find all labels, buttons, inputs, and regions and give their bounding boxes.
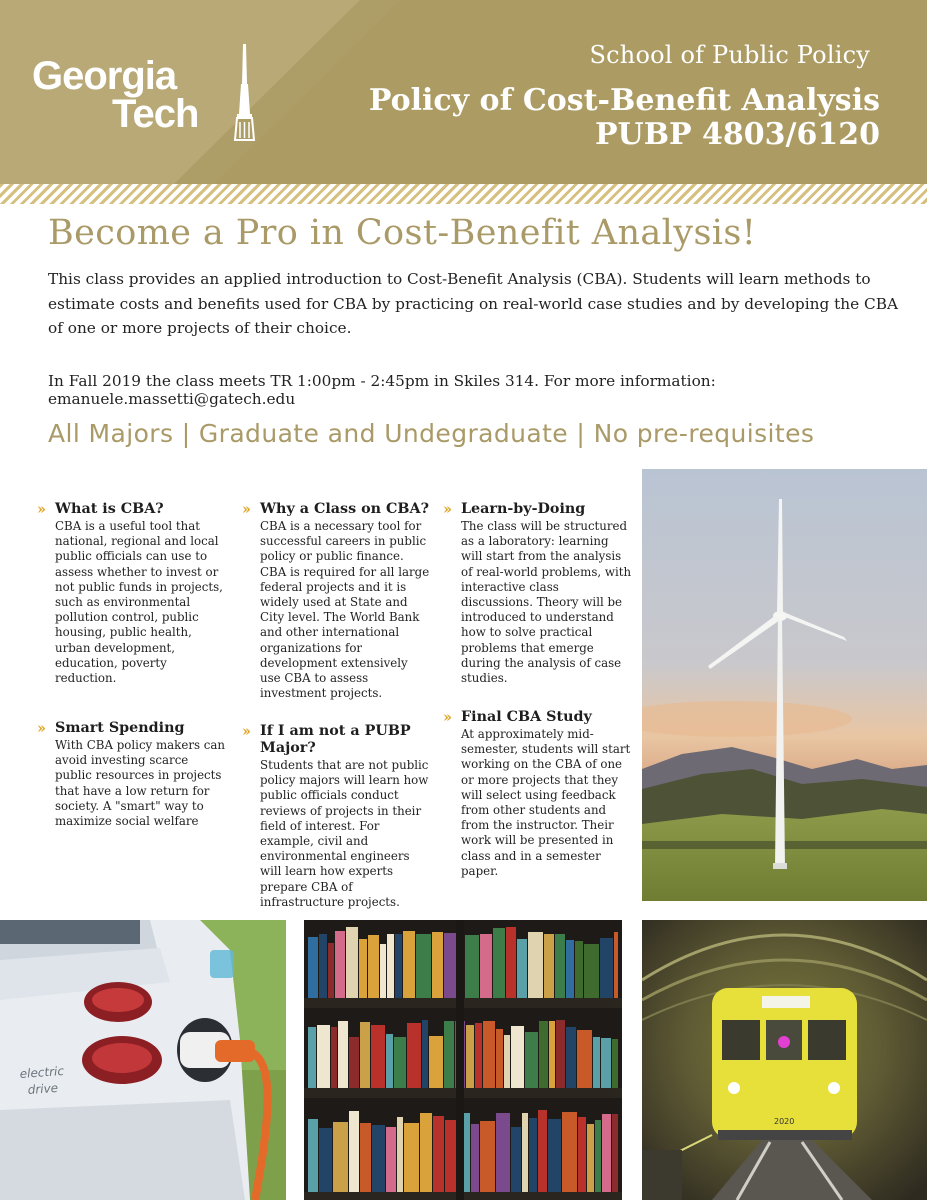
section-smart-spending [37, 720, 227, 829]
book-spine [601, 1038, 611, 1088]
section-title: What is CBA? [55, 501, 164, 517]
book-spine [577, 1030, 592, 1088]
intro-paragraph: This class provides an applied introduction to Cost-Benefit Analysis (CBA). Students will learn methods to estimate costs and benefits used for CBA by practicing on real-world case studies and by developing the CBA of one or more projects of their choice. [48, 270, 899, 337]
book-spine [483, 1021, 495, 1088]
section-title: Learn-by-Doing [461, 501, 586, 517]
book-spine [575, 941, 583, 998]
book-spine [496, 1113, 510, 1192]
book-spine [335, 931, 345, 998]
book-spine [397, 1117, 403, 1192]
section-body: Students that are not public policy majors will learn how public officials conduct reviews of projects in their field of interest. For example, civil and environmental engineers will learn how experts prepare CBA of infrastructure projects. [260, 758, 429, 909]
book-spine [308, 1027, 316, 1088]
book-spine [432, 932, 443, 998]
book-spine [471, 1124, 479, 1192]
book-spine [480, 934, 492, 998]
section-final-study [443, 709, 633, 879]
book-spine [600, 938, 613, 998]
book-spine [349, 1111, 359, 1192]
book-spine [506, 927, 516, 998]
book-spine [407, 1023, 421, 1088]
book-spine [328, 943, 334, 998]
book-spine [566, 940, 574, 998]
svg-text:2020: 2020 [774, 1117, 795, 1126]
chevron-icon: ›› [242, 722, 248, 740]
book-spine [549, 1021, 555, 1088]
book-spine [359, 939, 367, 998]
book-spine [394, 1037, 406, 1088]
book-spine [539, 1021, 548, 1088]
book-spine [444, 933, 457, 998]
section-title: Final CBA Study [461, 709, 592, 725]
chevron-icon: ›› [37, 500, 43, 518]
section-what-is-cba [37, 501, 227, 686]
book-spine [555, 934, 565, 998]
svg-text:drive: drive [27, 1080, 59, 1097]
bookshelf-photo [304, 920, 622, 1200]
book-spine [416, 934, 431, 998]
book-spine [444, 1021, 454, 1088]
book-spine [317, 1025, 330, 1088]
book-spine [420, 1113, 432, 1192]
logo-word-tech: Tech [112, 92, 199, 136]
book-spine [360, 1022, 370, 1088]
section-why-class [242, 501, 432, 701]
school-name: School of Public Policy [589, 41, 870, 69]
book-spine [475, 1023, 482, 1088]
book-spine [528, 932, 543, 998]
book-spine [403, 931, 415, 998]
logo-word-georgia: Georgia [32, 54, 177, 98]
book-spine [331, 1027, 337, 1088]
book-spine [595, 1120, 601, 1192]
book-spine [433, 1116, 444, 1192]
book-spine [333, 1122, 348, 1192]
book-spine [544, 934, 554, 998]
book-spine [338, 1021, 348, 1088]
tech-tower-icon [230, 44, 260, 142]
book-spine [538, 1110, 547, 1192]
chevron-icon: ›› [37, 719, 43, 737]
majors-banner: All Majors | Graduate and Undegraduate | No pre-requisites [48, 419, 815, 448]
book-spine [584, 944, 599, 998]
book-spine [511, 1127, 521, 1192]
book-spine [349, 1037, 359, 1088]
book-spine [371, 1025, 385, 1088]
book-spine [308, 937, 318, 998]
book-spine [308, 1119, 318, 1192]
book-spine [548, 1119, 561, 1192]
course-code: PUBP 4803/6120 [594, 117, 880, 152]
svg-text:electric: electric [19, 1063, 65, 1081]
book-spine [422, 1020, 428, 1088]
book-spine [346, 927, 358, 998]
chevron-icon: ›› [242, 500, 248, 518]
section-body: The class will be structured as a laboratory: learning will start from the analysis of real-world problems, with interactive class discussions. Theory will be introduced to understand how to solve practical problems that emerge during the analysis of case studies. [461, 519, 632, 686]
book-spine [386, 1127, 396, 1192]
book-spine [380, 944, 386, 998]
book-spine [602, 1114, 611, 1192]
book-spine [493, 928, 505, 998]
book-spine [429, 1036, 443, 1088]
book-spine [360, 1123, 371, 1192]
book-spine [522, 1113, 528, 1192]
book-spine [368, 935, 379, 998]
header-banner [0, 0, 927, 188]
book-spine [614, 932, 618, 998]
book-spine [529, 1118, 537, 1192]
book-spine [372, 1125, 385, 1192]
section-learn-by-doing [443, 501, 633, 686]
book-spine [578, 1117, 586, 1192]
book-spine [466, 1025, 474, 1088]
meeting-info: In Fall 2019 the class meets TR 1:00pm - 2:45pm in Skiles 314. For more information: emanuele.massetti@gatech.edu [48, 372, 716, 408]
book-spine [480, 1121, 495, 1192]
book-spine [587, 1124, 594, 1192]
course-title: Policy of Cost-Benefit Analysis [368, 83, 880, 118]
book-spine [496, 1029, 503, 1088]
section-body: With CBA policy makers can avoid investing scarce public resources in projects that have a low return for society. A "smart" way to maximize social welfare [55, 738, 225, 829]
book-spine [566, 1027, 576, 1088]
book-spine [504, 1035, 510, 1088]
header-stripe-divider [0, 184, 927, 204]
section-body: At approximately mid-semester, students will start working on the CBA of one or more projects that they will select using feedback from other students and from the instructor. Their work will be presented in class and in a semester paper. [461, 727, 631, 878]
book-spine [562, 1112, 577, 1192]
chevron-icon: ›› [443, 500, 449, 518]
section-not-pubp [242, 723, 432, 910]
book-spine [556, 1020, 565, 1088]
book-spine [319, 1128, 332, 1192]
book-spine [593, 1037, 600, 1088]
section-body: CBA is a necessary tool for successful careers in public policy or public finance. CBA is required for all large federal projects and it is widely used at State and City level. The World Bank and other international organizations for development extensively use CBA to assess investment projects. [260, 519, 430, 701]
book-spine [319, 934, 327, 998]
book-spine [511, 1026, 524, 1088]
electric-car-photo [0, 920, 286, 1200]
shelf-divider [456, 920, 464, 1200]
chevron-icon: ›› [443, 708, 449, 726]
book-spine [386, 1034, 393, 1088]
section-title: Smart Spending [55, 720, 185, 736]
section-body: CBA is a useful tool that national, regional and local public officials can use to assess whether to invest or not public funds in projects, such as environmental pollution control, public housing, public health, urban development, education, poverty reduction. [55, 519, 223, 686]
page-headline: Become a Pro in Cost-Benefit Analysis! [48, 213, 757, 253]
georgia-tech-logo [30, 44, 270, 144]
book-spine [465, 935, 479, 998]
section-title: Why a Class on CBA? [260, 501, 429, 517]
book-spine [525, 1032, 538, 1088]
book-spine [387, 934, 394, 998]
wind-turbine-photo [642, 469, 927, 901]
book-spine [612, 1114, 618, 1192]
book-spine [517, 939, 527, 998]
subway-train-photo [642, 920, 927, 1200]
section-title: If I am not a PUBP Major? [260, 723, 411, 756]
book-spine [612, 1039, 618, 1088]
book-spine [395, 934, 402, 998]
book-spine [404, 1123, 419, 1192]
